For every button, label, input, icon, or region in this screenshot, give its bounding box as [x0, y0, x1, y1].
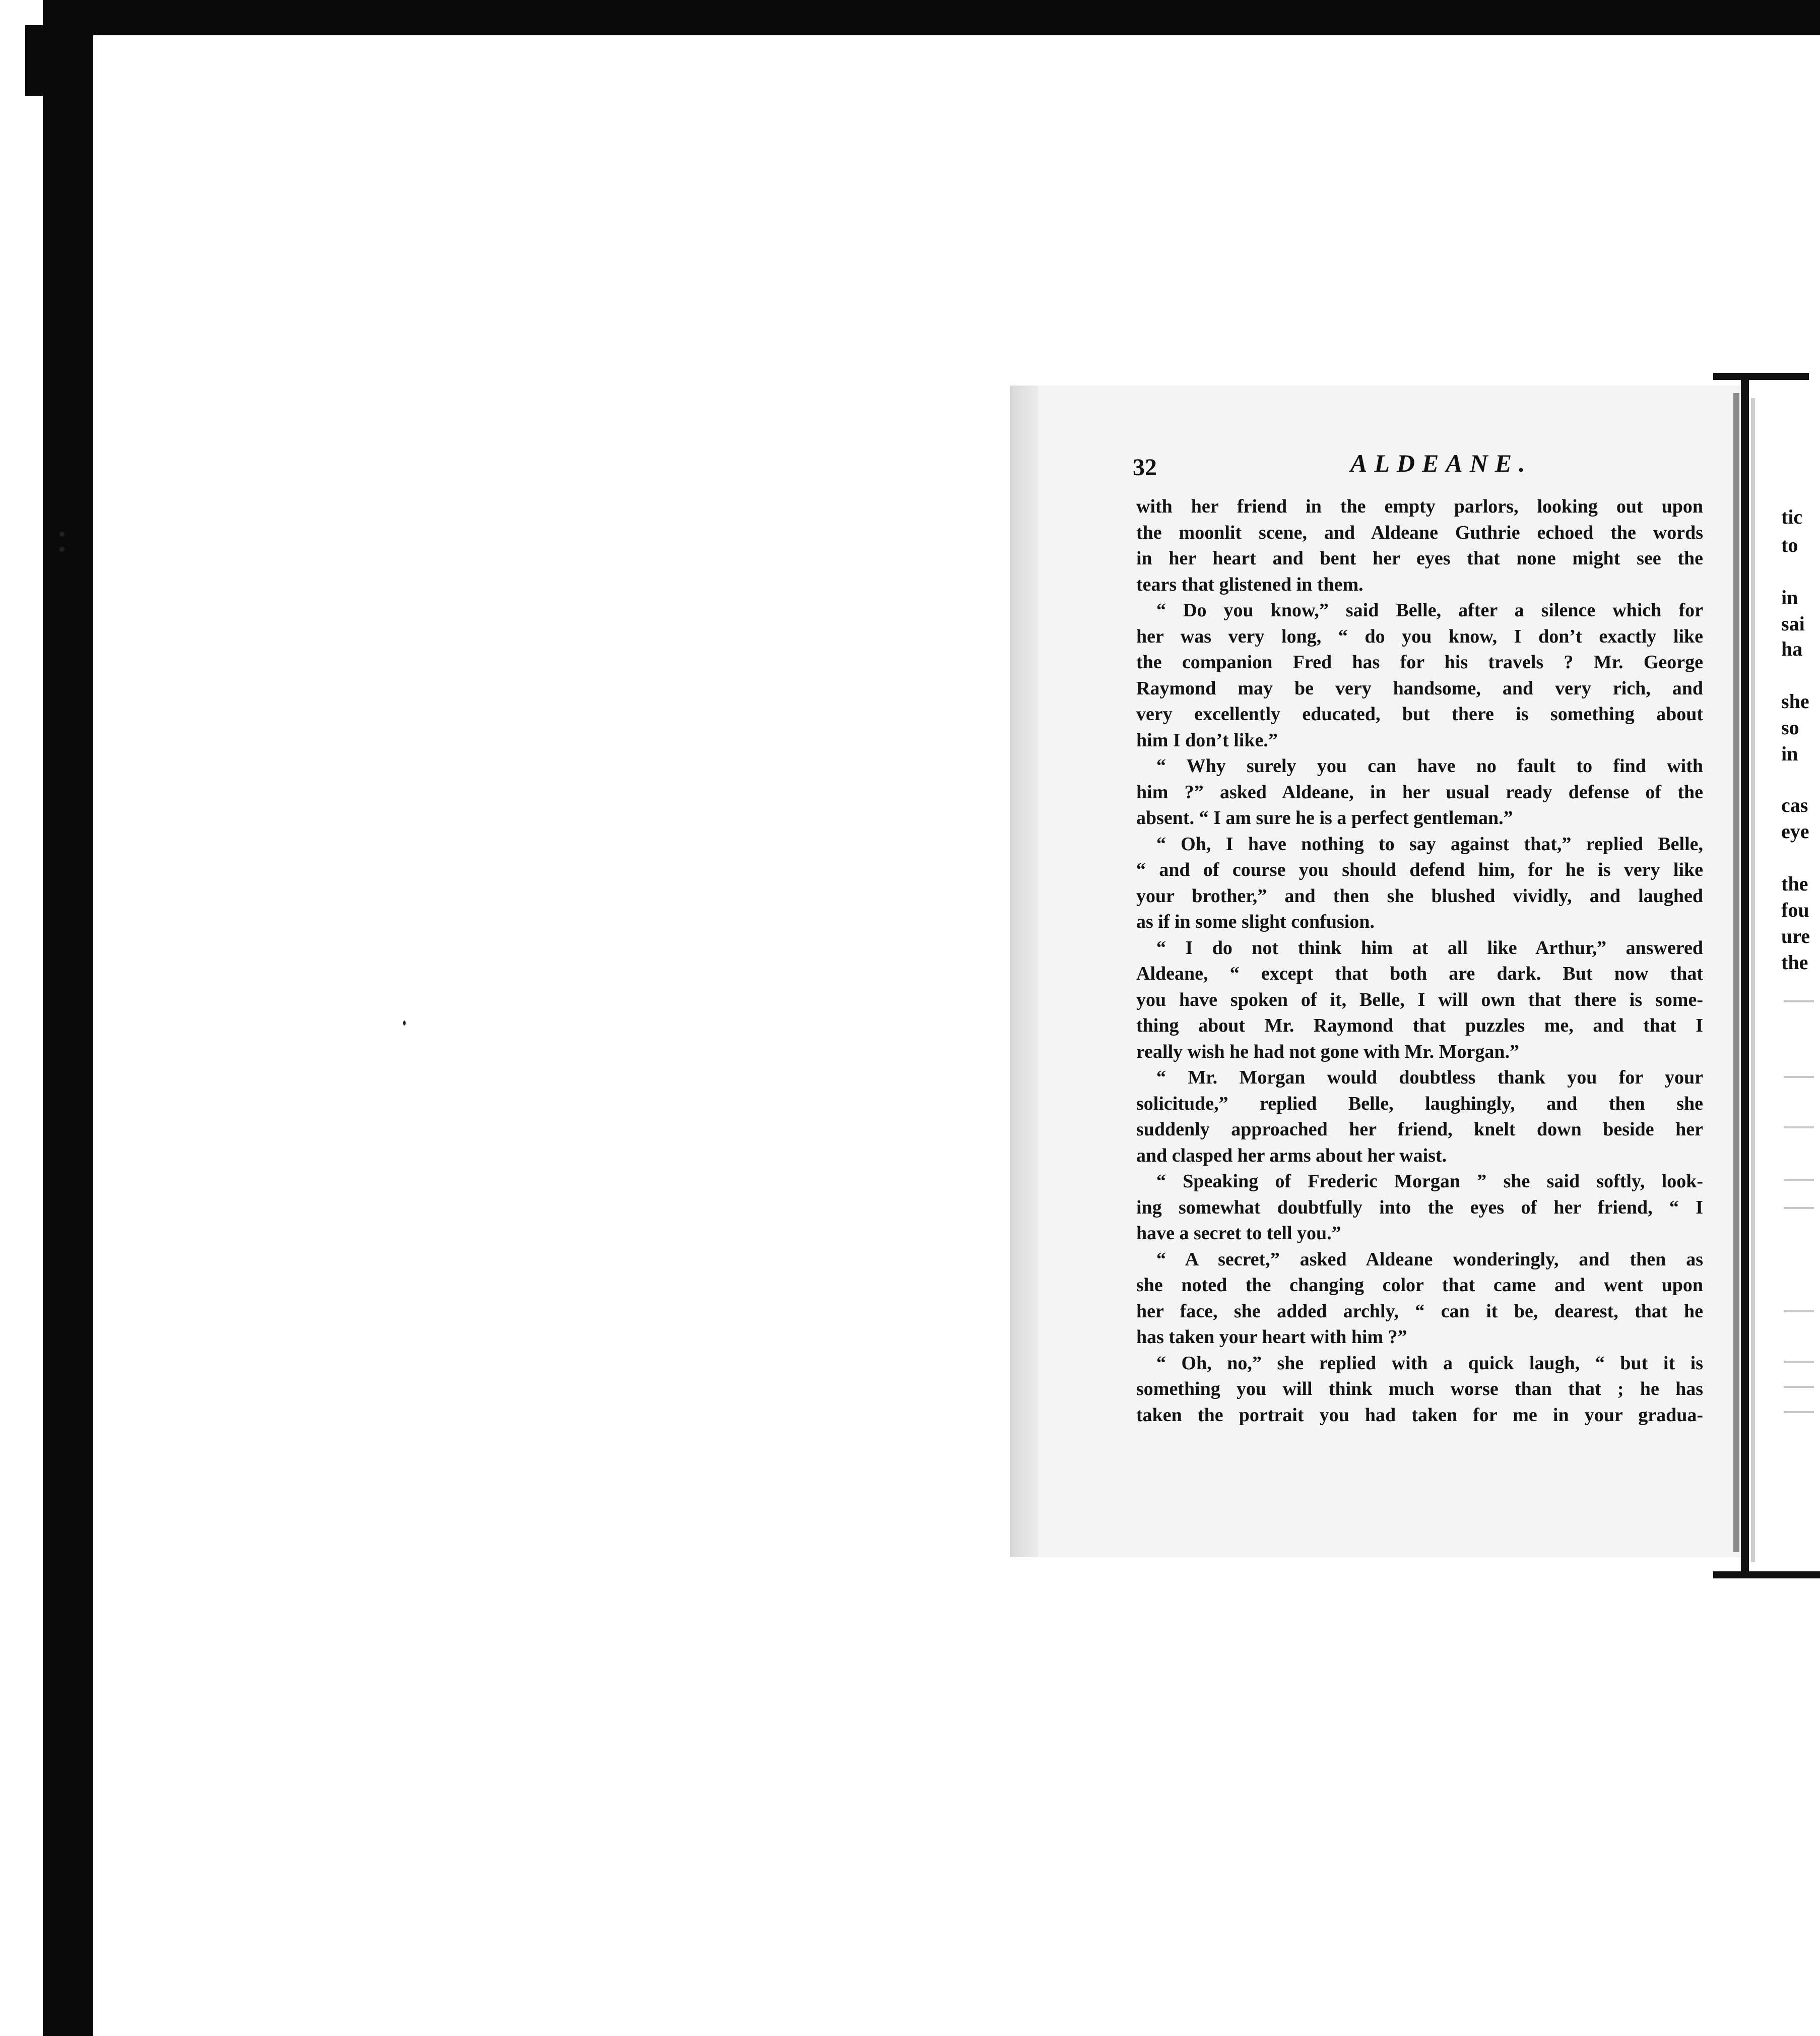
- facing-page-fragment: she: [1781, 690, 1809, 713]
- text-line: have a secret to tell you.”: [1136, 1223, 1341, 1244]
- facing-page-fragment: eye: [1781, 820, 1809, 843]
- facing-page-fragment: in: [1781, 742, 1798, 765]
- text-line: the companion Fred has for his travels ? Mr. George: [1136, 652, 1703, 673]
- text-line: Raymond may be very handsome, and very rich, and: [1136, 677, 1703, 699]
- film-speck: [59, 532, 64, 537]
- text-line: him I don’t like.”: [1136, 729, 1278, 751]
- text-line: absent. “ I am sure he is a perfect gentleman.”: [1136, 807, 1513, 829]
- page-number: 32: [1133, 454, 1157, 481]
- text-line: taken the portrait you had taken for me in your gradua-: [1136, 1404, 1703, 1426]
- film-border-notch: [25, 25, 55, 96]
- facing-page-fragment: in: [1781, 586, 1798, 609]
- facing-page-fragment: fou: [1781, 899, 1809, 921]
- running-head: ALDEANE.: [1350, 449, 1532, 477]
- page-gutter-shadow: [1010, 386, 1038, 1557]
- facing-page-fragment: so: [1781, 716, 1799, 739]
- text-line: “ Speaking of Frederic Morgan ” she said softly, look-: [1156, 1171, 1703, 1192]
- facing-page-fragment: cas: [1781, 794, 1808, 816]
- text-line: very excellently educated, but there is something about: [1136, 704, 1703, 725]
- text-line: she noted the changing color that came and went upon: [1136, 1275, 1703, 1296]
- text-line: “ and of course you should defend him, for he is very like: [1136, 859, 1703, 880]
- text-line: “ Oh, no,” she replied with a quick laugh, “ but it is: [1156, 1352, 1703, 1374]
- text-line: your brother,” and then she blushed vividly, and laughed: [1136, 885, 1703, 907]
- facing-page-faint-line: [1784, 1076, 1814, 1078]
- facing-page-faint-line: [1784, 1126, 1814, 1128]
- facing-page-rule: [1741, 375, 1749, 1577]
- facing-page-gutter: [1751, 398, 1755, 1562]
- text-line: “ I do not think him at all like Arthur,” answered: [1156, 937, 1703, 959]
- facing-page-faint-line: [1784, 1000, 1814, 1002]
- page-body-text: [1136, 494, 1703, 1428]
- facing-page-rule-bottom: [1713, 1571, 1820, 1578]
- text-line: in her heart and bent her eyes that none might see the: [1136, 548, 1703, 569]
- facing-page-faint-line: [1784, 1179, 1814, 1181]
- facing-page-fragment: ha: [1781, 638, 1803, 660]
- text-line: “ Oh, I have nothing to say against that,” replied Belle,: [1156, 833, 1703, 855]
- page-edge: [1733, 393, 1739, 1552]
- film-speck: [59, 547, 64, 552]
- text-line: suddenly approached her friend, knelt down beside her: [1136, 1119, 1703, 1140]
- text-line: “ Do you know,” said Belle, after a silence which for: [1156, 600, 1703, 621]
- text-line: tears that glistened in them.: [1136, 574, 1363, 595]
- text-line: something you will think much worse than that ; he has: [1136, 1378, 1703, 1399]
- text-line: with her friend in the empty parlors, looking out upon: [1136, 496, 1703, 517]
- text-line: him ?” asked Aldeane, in her usual ready defense of the: [1136, 781, 1703, 803]
- facing-page-faint-line: [1784, 1411, 1814, 1413]
- facing-page-fragment: to: [1781, 534, 1798, 556]
- text-line: as if in some slight confusion.: [1136, 911, 1375, 932]
- text-line: really wish he had not gone with Mr. Morgan.”: [1136, 1041, 1520, 1062]
- facing-page-rule-top: [1713, 373, 1809, 380]
- text-line: you have spoken of it, Belle, I will own that there is some-: [1136, 989, 1703, 1010]
- facing-page-fragment: sai: [1781, 612, 1805, 635]
- text-line: thing about Mr. Raymond that puzzles me, and that I: [1136, 1015, 1703, 1036]
- text-line: solicitude,” replied Belle, laughingly, and then she: [1136, 1093, 1703, 1114]
- facing-page-fragment: ure: [1781, 925, 1810, 947]
- film-border-top: [0, 0, 1820, 35]
- text-line: has taken your heart with him ?”: [1136, 1326, 1407, 1348]
- facing-page-faint-line: [1784, 1310, 1814, 1312]
- text-line: Aldeane, “ except that both are dark. But now that: [1136, 963, 1703, 984]
- text-line: “ A secret,” asked Aldeane wonderingly, and then as: [1156, 1248, 1703, 1270]
- facing-page-fragment: tic: [1781, 505, 1803, 528]
- text-line: “ Why surely you can have no fault to find with: [1156, 755, 1703, 777]
- text-line: and clasped her arms about her waist.: [1136, 1144, 1447, 1166]
- text-line: her was very long, “ do you know, I don’t exactly like: [1136, 625, 1703, 647]
- film-speck: [403, 1021, 406, 1026]
- facing-page-faint-line: [1784, 1386, 1814, 1388]
- facing-page-faint-line: [1784, 1361, 1814, 1363]
- film-border-left: [43, 25, 93, 2036]
- text-line: ing somewhat doubtfully into the eyes of her friend, “ I: [1136, 1196, 1703, 1218]
- facing-page-faint-line: [1784, 1207, 1814, 1209]
- text-line: her face, she added archly, “ can it be, dearest, that he: [1136, 1300, 1703, 1322]
- facing-page-fragment: the: [1781, 872, 1808, 895]
- facing-page-fragment: the: [1781, 951, 1808, 974]
- text-line: “ Mr. Morgan would doubtless thank you for your: [1156, 1067, 1703, 1088]
- text-line: the moonlit scene, and Aldeane Guthrie echoed the words: [1136, 522, 1703, 543]
- film-margin-left: [0, 0, 43, 2036]
